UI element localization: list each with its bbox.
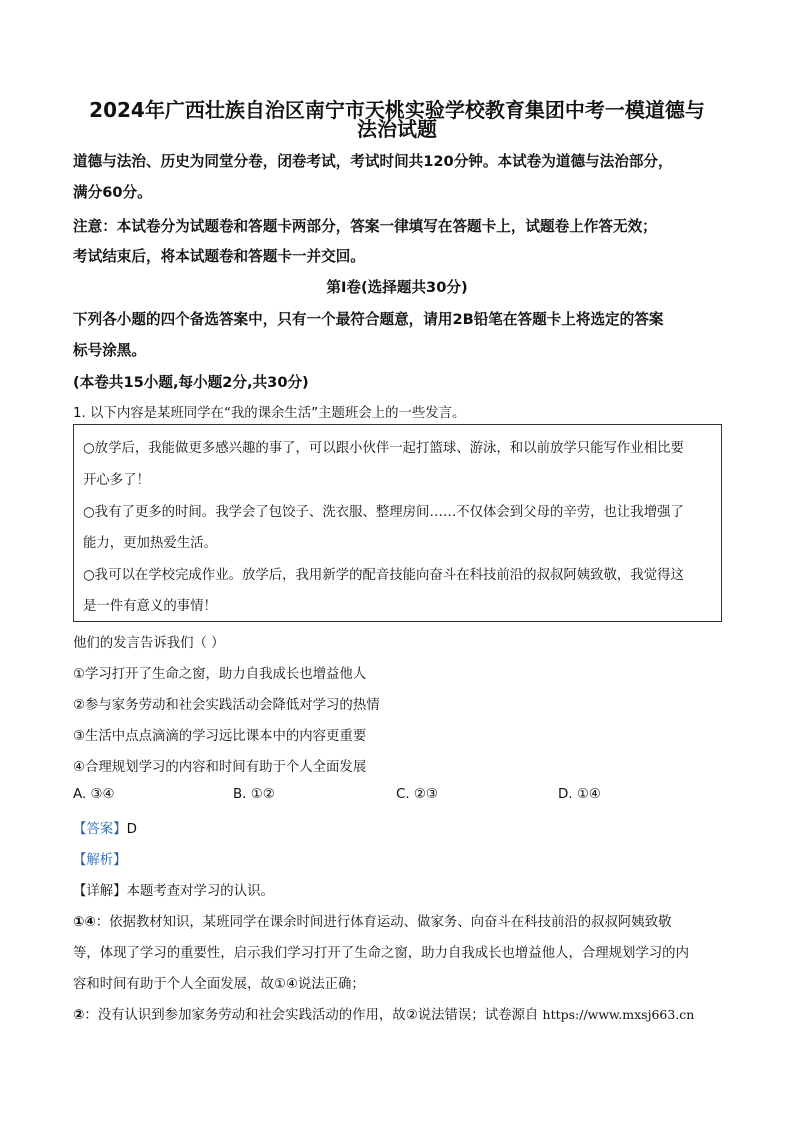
detail-text: 本题考查对学习的认识。 (126, 884, 274, 899)
speech1-line1: ○放学后，我能做更多感兴趣的事了，可以跟小伙伴一起打篮球、游泳，和以前放学只能写作业相比要 (83, 441, 684, 456)
statement-3: ③生活中点点滴滴的学习远比课本中的内容更重要 (73, 729, 367, 744)
speech2-line1: ○我有了更多的时间。我学会了包饺子、洗衣服、整理房间……不仅体会到父母的辛劳，也让我增强了 (83, 505, 684, 520)
intro-line2: 满分60分。 (73, 184, 152, 201)
question1-prompt: 他们的发言告诉我们（ ） (73, 636, 225, 651)
explanation1-line2: 等，体现了学习的重要性，启示我们学习打开了生命之窗，助力自我成长也增益他人，合理规划学习的内 (73, 946, 689, 961)
exam-title-line1: 2024年广西壮族自治区南宁市天桃实验学校教育集团中考一模道德与 (89, 98, 705, 122)
intro-line1: 道德与法治、历史为同堂分卷，闭卷考试，考试时间共120分钟。本试卷为道德与法治部分， (73, 153, 673, 170)
explanation1-line3: 容和时间有助于个人全面发展，故①④说法正确； (73, 977, 365, 992)
speech1-line2: 开心多了！ (83, 473, 150, 488)
statement-1: ①学习打开了生命之窗，助力自我成长也增益他人 (73, 667, 367, 682)
explanation1-mark: ①④ (73, 915, 96, 930)
explanation2-text: ：没有认识到参加家务劳动和社会实践活动的作用，故②说法错误； (84, 1008, 485, 1023)
exam-title-line2: 法治试题 (357, 117, 437, 141)
speech-box (73, 424, 722, 622)
question1-stem: 1. 以下内容是某班同学在“我的课余生活”主题班会上的一些发言。 (73, 406, 466, 421)
statement-2: ②参与家务劳动和社会实践活动会降低对学习的热情 (73, 698, 380, 713)
statement-4: ④合理规划学习的内容和时间有助于个人全面发展 (73, 760, 367, 775)
explanation1-line1 (73, 911, 733, 930)
option-a: A. ③④ (73, 787, 115, 802)
option-d: D. ①④ (558, 787, 601, 802)
notice-line1: 注意：本试卷分为试题卷和答题卡两部分，答案一律填写在答题卡上，试题卷上作答无效； (73, 218, 657, 235)
source-label: 试卷源自 (484, 1008, 539, 1023)
explanation2-mark: ② (73, 1008, 85, 1023)
detail-row (73, 880, 733, 899)
answer-row (73, 818, 733, 837)
section-instruction-line1: 下列各小题的四个备选答案中，只有一个最符合题意，请用2B铅笔在答题卡上将选定的答案 (73, 311, 664, 328)
source-url-link[interactable]: https://www.mxsj663.cn (542, 1007, 695, 1022)
speech3-line2: 是一件有意义的事情！ (83, 599, 217, 614)
answer-tag: 【答案】 (73, 822, 127, 837)
option-b: B. ①② (233, 787, 275, 802)
section-instruction-line2: 标号涂黑。 (73, 342, 146, 359)
analysis-tag: 【解析】 (73, 853, 127, 868)
speech3-line1: ○我可以在学校完成作业。放学后，我用新学的配音技能向奋斗在科技前沿的叔叔阿姨致敬，我觉得这 (83, 568, 684, 583)
option-c: C. ②③ (396, 787, 438, 802)
section-note: (本卷共15小题,每小题2分,共30分) (73, 374, 309, 391)
explanation2-line (73, 1004, 738, 1023)
notice-line2: 考试结束后，将本试题卷和答题卡一并交回。 (73, 248, 365, 265)
section-heading: 第Ⅰ卷(选择题共30分) (326, 279, 468, 296)
detail-tag: 【详解】 (73, 884, 127, 899)
speech2-line2: 能力，更加热爱生活。 (83, 536, 217, 551)
explanation1-text: ：依据教材知识，某班同学在课余时间进行体育运动、做家务、向奋斗在科技前沿的叔叔阿姨致敬 (95, 915, 672, 930)
answer-value: D (126, 822, 137, 837)
